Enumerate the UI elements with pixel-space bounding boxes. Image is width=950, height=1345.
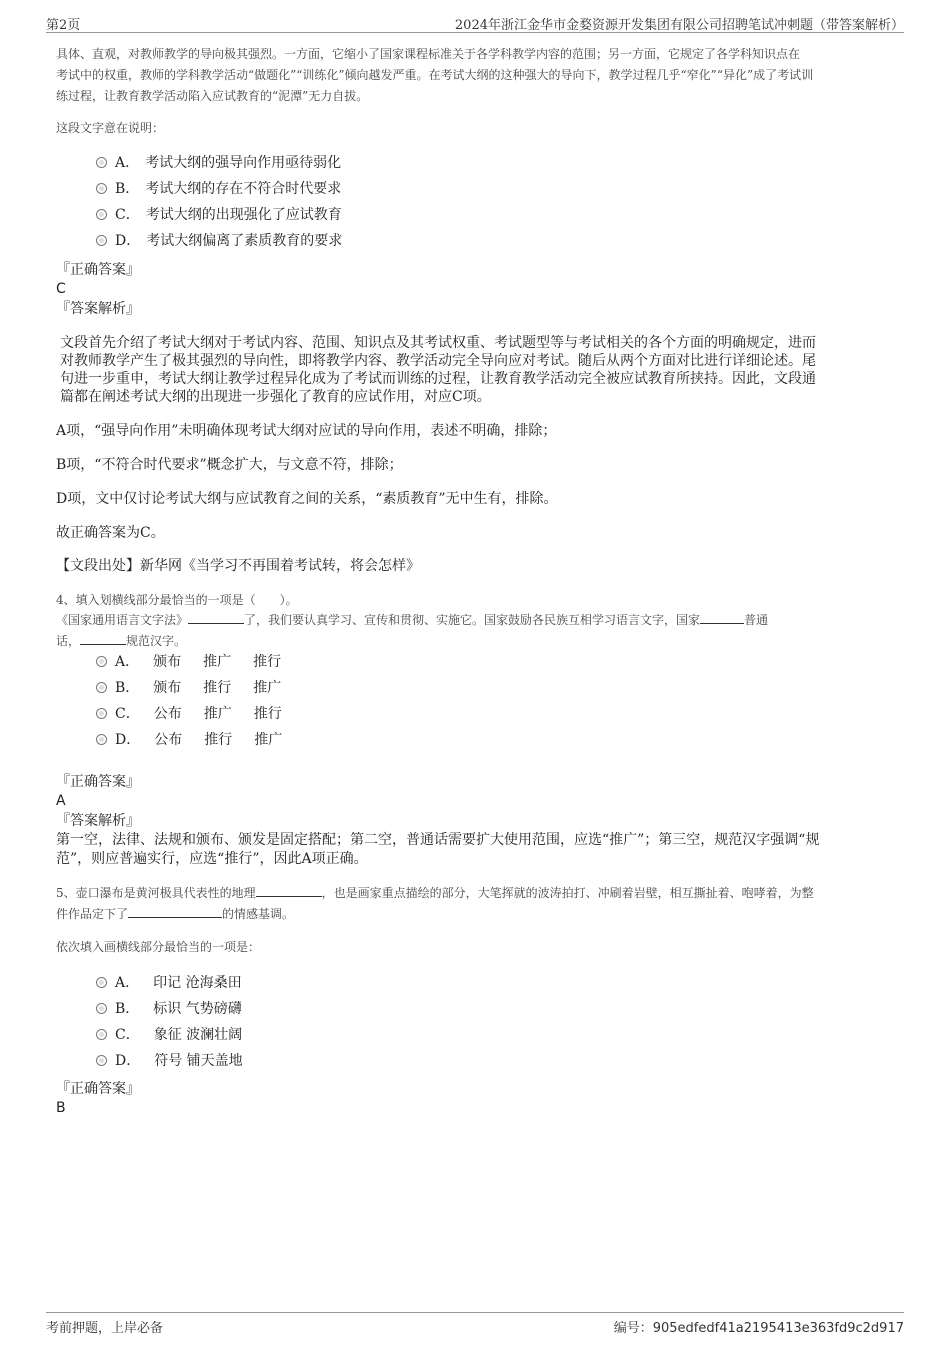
- blank-line: [700, 623, 744, 624]
- page-number: 第2页: [46, 18, 81, 33]
- correct-answer: C: [56, 281, 66, 297]
- passage-line: 练过程，让教育教学活动陷入应试教育的“泥潭”无力自拔。: [56, 89, 369, 103]
- page-header: [46, 10, 904, 33]
- radio-icon[interactable]: [96, 977, 107, 988]
- radio-icon[interactable]: [96, 734, 107, 745]
- passage-line: 具体、直观，对教师教学的导向极其强烈。一方面，它缩小了国家课程标准关于各学科教学内容的范围；另一方面，它规定了各学科知识点在: [56, 47, 801, 61]
- blank-line: [256, 896, 322, 897]
- analysis-note-a: A项，“强导向作用”未明确体现考试大纲对应试的导向作用，表述不明确，排除；: [56, 423, 557, 439]
- question-prompt: 依次填入画横线部分最恰当的一项是：: [56, 940, 261, 954]
- option-c[interactable]: C． 公布 推广 推行: [96, 702, 282, 726]
- page-footer: [46, 1312, 904, 1337]
- radio-icon[interactable]: [96, 1003, 107, 1014]
- question-stem: 5、壶口瀑布是黄河极具代表性的地理 ，也是画家重点描绘的部分，大笔挥就的波涛拍打、冲刷着岩壁，相互撕扯着、咆哮着，为整 件作品定下了 的情感基调。: [56, 886, 814, 921]
- blank-line: [80, 644, 126, 645]
- blank-line: [188, 623, 244, 624]
- document-code: 编号：905edfedf41a2195413e363fd9c2d917: [613, 1321, 904, 1336]
- analysis-label: 『答案解析』: [56, 301, 140, 317]
- source-note: 【文段出处】新华网《当学习不再围着考试转，将会怎样》: [56, 558, 420, 574]
- document-title: 2024年浙江金华市金婺资源开发集团有限公司招聘笔试冲刺题（带答案解析）: [454, 18, 904, 33]
- correct-answer: B: [56, 1100, 66, 1116]
- analysis-text: 文段首先介绍了考试大纲对于考试内容、范围、知识点及其考试权重、考试题型等与考试相关的各个方面的明确规定，进而 对教师教学产生了极其强烈的导向性，即将教学内容、教学活动完全导向应对考试。随后从两个方面对比进行详细论述。尾 句进一步重申，考试大纲让教学过程异化成为了考试而训练的过程，让教育教学活动完全被应试教育所挟持。因此，文段通 篇都在阐述考试大纲的出现进一步强化了教育的应试作用，对应C项。: [60, 335, 816, 405]
- option-a[interactable]: A． 考试大纲的强导向作用亟待弱化: [96, 151, 341, 175]
- option-d[interactable]: D． 考试大纲偏离了素质教育的要求: [96, 229, 342, 253]
- option-b[interactable]: B． 颁布 推行 推广: [96, 676, 281, 700]
- passage: [56, 44, 906, 107]
- radio-icon[interactable]: [96, 157, 107, 168]
- option-b[interactable]: B． 标识 气势磅礴: [96, 997, 242, 1021]
- radio-icon[interactable]: [96, 1029, 107, 1040]
- radio-icon[interactable]: [96, 209, 107, 220]
- answer-label: 『正确答案』: [56, 262, 140, 278]
- footer-slogan: 考前押题，上岸必备: [46, 1321, 164, 1336]
- radio-icon[interactable]: [96, 656, 107, 667]
- correct-answer: A: [56, 793, 66, 809]
- analysis-note-b: B项，“不符合时代要求”概念扩大，与文意不符，排除；: [56, 457, 403, 473]
- question-sentence: 《国家通用语言文字法》 了，我们要认真学习、宣传和贯彻、实施它。国家鼓励各民族互相学习语言文字，国家 普通 话， 规范汉字。: [56, 613, 769, 648]
- radio-icon[interactable]: [96, 708, 107, 719]
- question-prompt: 这段文字意在说明：: [56, 121, 165, 135]
- option-a[interactable]: A． 颁布 推广 推行: [96, 650, 281, 674]
- option-d[interactable]: D． 公布 推行 推广: [96, 728, 282, 752]
- answer-label: 『正确答案』: [56, 1081, 140, 1097]
- conclusion: 故正确答案为C。: [56, 525, 165, 541]
- question-stem: 4、填入划横线部分最恰当的一项是（ ）。: [56, 593, 298, 607]
- option-c[interactable]: C． 考试大纲的出现强化了应试教育: [96, 203, 342, 227]
- analysis-label: 『答案解析』: [56, 813, 140, 829]
- analysis-note-d: D项，文中仅讨论考试大纲与应试教育之间的关系，“素质教育”无中生有，排除。: [56, 491, 558, 507]
- radio-icon[interactable]: [96, 1055, 107, 1066]
- radio-icon[interactable]: [96, 682, 107, 693]
- analysis-text: 第一空，法律、法规和颁布、颁发是固定搭配；第二空，普通话需要扩大使用范围，应选“推广”；第三空，规范汉字强调“规 范”，则应普遍实行，应选“推行”，因此A项正确。: [56, 832, 820, 867]
- option-b[interactable]: B． 考试大纲的存在不符合时代要求: [96, 177, 341, 201]
- radio-icon[interactable]: [96, 183, 107, 194]
- option-d[interactable]: D． 符号 铺天盖地: [96, 1049, 243, 1073]
- option-c[interactable]: C． 象征 波澜壮阔: [96, 1023, 242, 1047]
- passage-line: 考试中的权重，教师的学科教学活动“做题化”“训练化”倾向越发严重。在考试大纲的这种强大的导向下，教学过程几乎“窄化”“异化”成了考试训: [56, 68, 814, 82]
- answer-label: 『正确答案』: [56, 774, 140, 790]
- radio-icon[interactable]: [96, 235, 107, 246]
- option-a[interactable]: A． 印记 沧海桑田: [96, 971, 242, 995]
- blank-line: [128, 917, 222, 918]
